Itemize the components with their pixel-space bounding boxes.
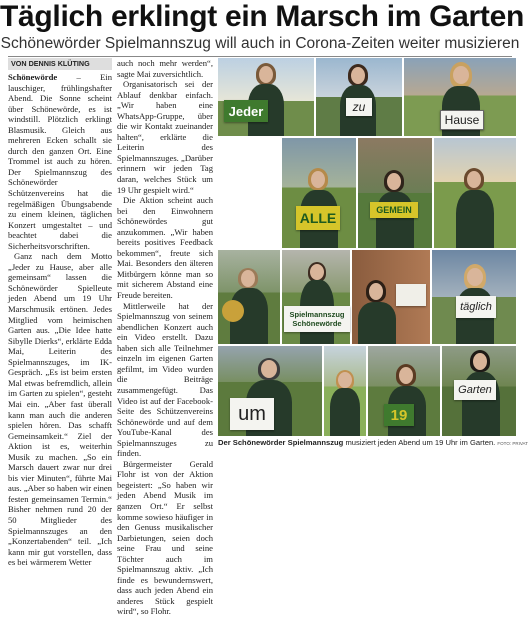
photo-wall [352,250,430,344]
article-column-2 [117,58,213,617]
headline: Täglich erklingt ein Marsch im Garten [0,0,525,33]
caption-text: musiziert jeden Abend um 19 Uhr im Garten. [343,438,496,447]
photo-jeder [218,58,314,136]
sign-zu: zu [346,98,372,116]
lead-paragraph [8,72,112,251]
photo-schoenewoerde-sign [282,250,350,344]
sign-alle: ALLE [296,206,340,230]
sign-jeder: Jeder [224,100,268,122]
caption-bold: Der Schönewörder Spielmannszug [218,438,344,447]
header-rule [8,56,512,57]
photo-field [324,346,366,436]
byline: VON DENNIS KLÜTING [8,58,112,70]
sign-um: um [230,398,274,430]
paragraph: Die Aktion scheint auch bei den Einwohnern Schönewördes gut anzukommen. „Wir haben bereits positives Feedback bekommen“, freute sich Mai. Besonders den älteren Mitbürgern könne man so mit sicherem Abstand eine Freude bereiten. [117,195,213,301]
photo-drummer [218,250,280,344]
drum-icon [222,300,244,322]
subheadline: Schönewörder Spielmannszug will auch in Corona-Zeiten weiter musizieren [0,35,520,52]
paragraph: auch noch mehr werden“, sagte Mai zuversichtlich. [117,58,213,79]
photo-19 [368,346,440,436]
photo-taeglich [432,250,516,344]
sign-19: 19 [384,404,414,426]
photo-garden-flowers [434,138,516,248]
photo-zu [316,58,402,136]
photo-caption [218,438,528,449]
sign-garten: Garten [454,380,496,400]
sign-spielmannszug: Spielmannszug Schönewörde [284,306,350,332]
paragraph: Bürgermeister Gerald Flohr ist von der Aktion begeistert: „So haben wir jeden Abend Musik im ganzen Ort.“ Er selbst komme sowieso häufiger in den Genuss musikalischer Darbietungen, seien doch seine Frau und seine Töchter auch im Spielmannszug aktiv. „Ich finde es bewundernswert, dass auch jeden Abend ein anderes Stück gespielt wird“, so Flohr. [117,458,213,617]
photo-hause [404,58,516,136]
paragraph: Ganz nach dem Motto „Jeder zu Hause, aber alle gemeinsam“ lassen die Schönewörder Spielleute jeden Abend um 19 Uhr Marschmusik ertönen. Jedes Mitglied vom heimischen Garten aus. „Die Idee hatte Sibylle Dierks“, erklärte Edda Mai, Leiterin des Spielmannszuges, im IK-Gespräch. „Es ist beim ersten Mal etwas befremdlich, allein im Garten zu spielen“, gesteht Mai ein. „Aber fast überall kann man auch die anderen spielen hören. Das schafft Gemeinsamkeit.“ Ziel der Aktion ist es, weiterhin Musik zu machen. „So ein Marsch dauert zwar nur drei bis vier Minuten“, führte Mai aus. „Aber so haben wir einen festen gemeinsamen Termin.“ Bisher nehmen rund 20 der 50 Mitglieder des Spielmannszuges an den „Konzertabenden“ teil. „Ich kann mir gut vorstellen, dass es bei wärmerem Wetter [8,251,112,568]
lead-text: – Ein lauschiger, frühlingshafter Abend. Die Sonne scheint über Schönewörde, es ist windstill. Plötzlich erklingt Blasmusik. Gleich aus mehreren Ecken schallt sie durch den ganzen Ort. Eine Trommel ist auch zu hören. Der Spielmannszug des Schönewörder Schützenvereins hat die regelmäßigen Übungsabende zu einem kleinen, täglichen Konzert umgestaltet – und beachtet dabei die Sicherheitsvorschriften. [8,72,112,251]
sign-blank [396,284,426,306]
photo-alle [282,138,356,248]
photo-gemein [358,138,432,248]
paragraph: Organisatorisch sei der Ablauf denkbar einfach. „Wir haben eine WhatsApp-Gruppe, über die wir Kontakt zueinander halten“, erklärte die Leiterin des Spielmannszuges. „Darüber erinnern wir jeden Tag daran, welches Stück um 19 Uhr gespielt wird.“ [117,79,213,195]
article-column-1 [8,72,112,568]
photo-credit: FOTO: PRIVAT [497,441,528,446]
dateline: Schönewörde [8,72,58,82]
sign-hause: Hause [440,110,484,130]
photo-garten [442,346,516,436]
photo-um [218,346,322,436]
sign-gemein: GEMEIN [370,202,418,218]
sign-taeglich: täglich [456,296,496,318]
paragraph: Mittlerweile hat der Spielmannszug von seinem abendlichen Konzert auch ein Video erstellt. Dazu haben sich alle Teilnehmer einzeln im eigenen Garten gefilmt, im Video wurden die Beiträge zusammengefügt. Das Video ist auf der Facebook-Seite des Schützenvereins Schönewörde und auf dem YouTube-Kanal des Spielmannszuges zu finden. [117,300,213,459]
